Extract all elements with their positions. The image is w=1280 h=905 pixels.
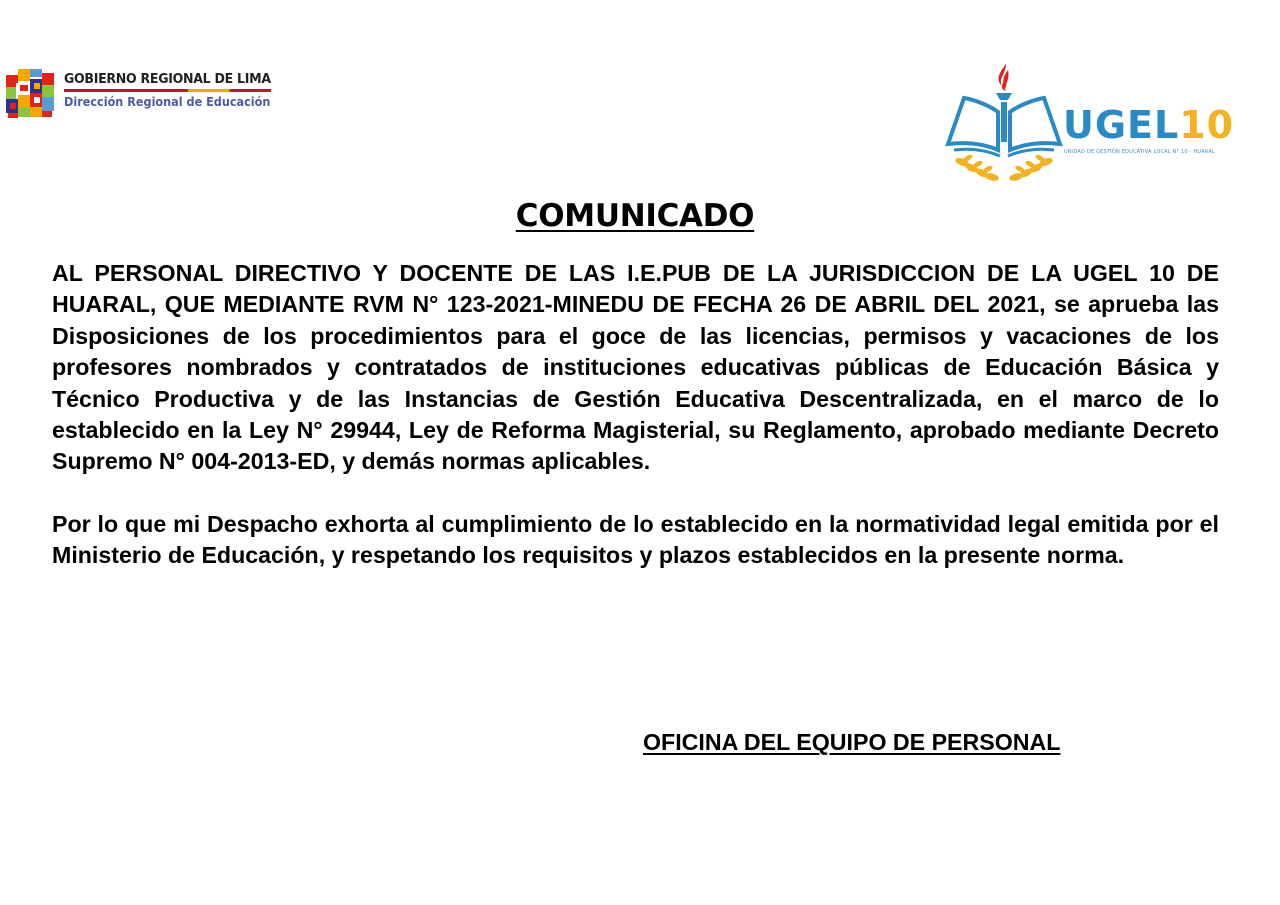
body-paragraph-1: AL PERSONAL DIRECTIVO Y DOCENTE DE LAS I.E.PUB DE LA JURISDICCION DE LA UGEL 10 DE HUARAL, QUE MEDIANTE RVM N° 123-2021-MINEDU DE FECHA 26 DE ABRIL DEL 2021, se aprueba las Disposiciones de los procedimientos para el goce de las licencias, permisos y vacaciones de los profesores nombrados y contratados de instituciones educativas públicas de Educación Básica y Técnico Productiva y de las Instancias de Gestión Educativa Descentralizada, en el marco de lo establecido en la Ley N° 29944, Ley de Reforma Magisterial, su Reglamento, aprobado mediante Decreto Supremo N° 004-2013-ED, y demás normas aplicables. xyxy=(52,260,1219,475)
body-paragraph-2: Por lo que mi Despacho exhorta al cumplimiento de lo establecido en la normatividad legal emitida por el Ministerio de Educación, y respetando los requisitos y plazos establecidos en la presente norma. xyxy=(52,510,1219,569)
document-signature: OFICINA DEL EQUIPO DE PERSONAL xyxy=(643,729,1061,755)
document-body xyxy=(52,258,1219,572)
ugel-name xyxy=(1063,105,1234,145)
gobierno-regional-text xyxy=(64,71,279,110)
ugel-tagline: UNIDAD DE GESTIÓN EDUCATIVA LOCAL N° 10 - HUARAL xyxy=(1064,149,1215,155)
gobierno-regional-title: GOBIERNO REGIONAL DE LIMA xyxy=(64,71,271,87)
document-title: COMUNICADO xyxy=(515,198,755,234)
ugel-name-number: 10 xyxy=(1179,103,1235,147)
ugel-name-letters: UGEL xyxy=(1063,103,1180,147)
ugel-logo xyxy=(940,60,1235,190)
open-book-torch-icon xyxy=(940,60,1068,186)
gobierno-regional-emblem-icon xyxy=(6,69,56,119)
gobierno-regional-logo xyxy=(6,67,276,121)
gobierno-regional-subtitle: Dirección Regional de Educación xyxy=(64,94,271,109)
gobierno-regional-rule xyxy=(64,89,271,92)
